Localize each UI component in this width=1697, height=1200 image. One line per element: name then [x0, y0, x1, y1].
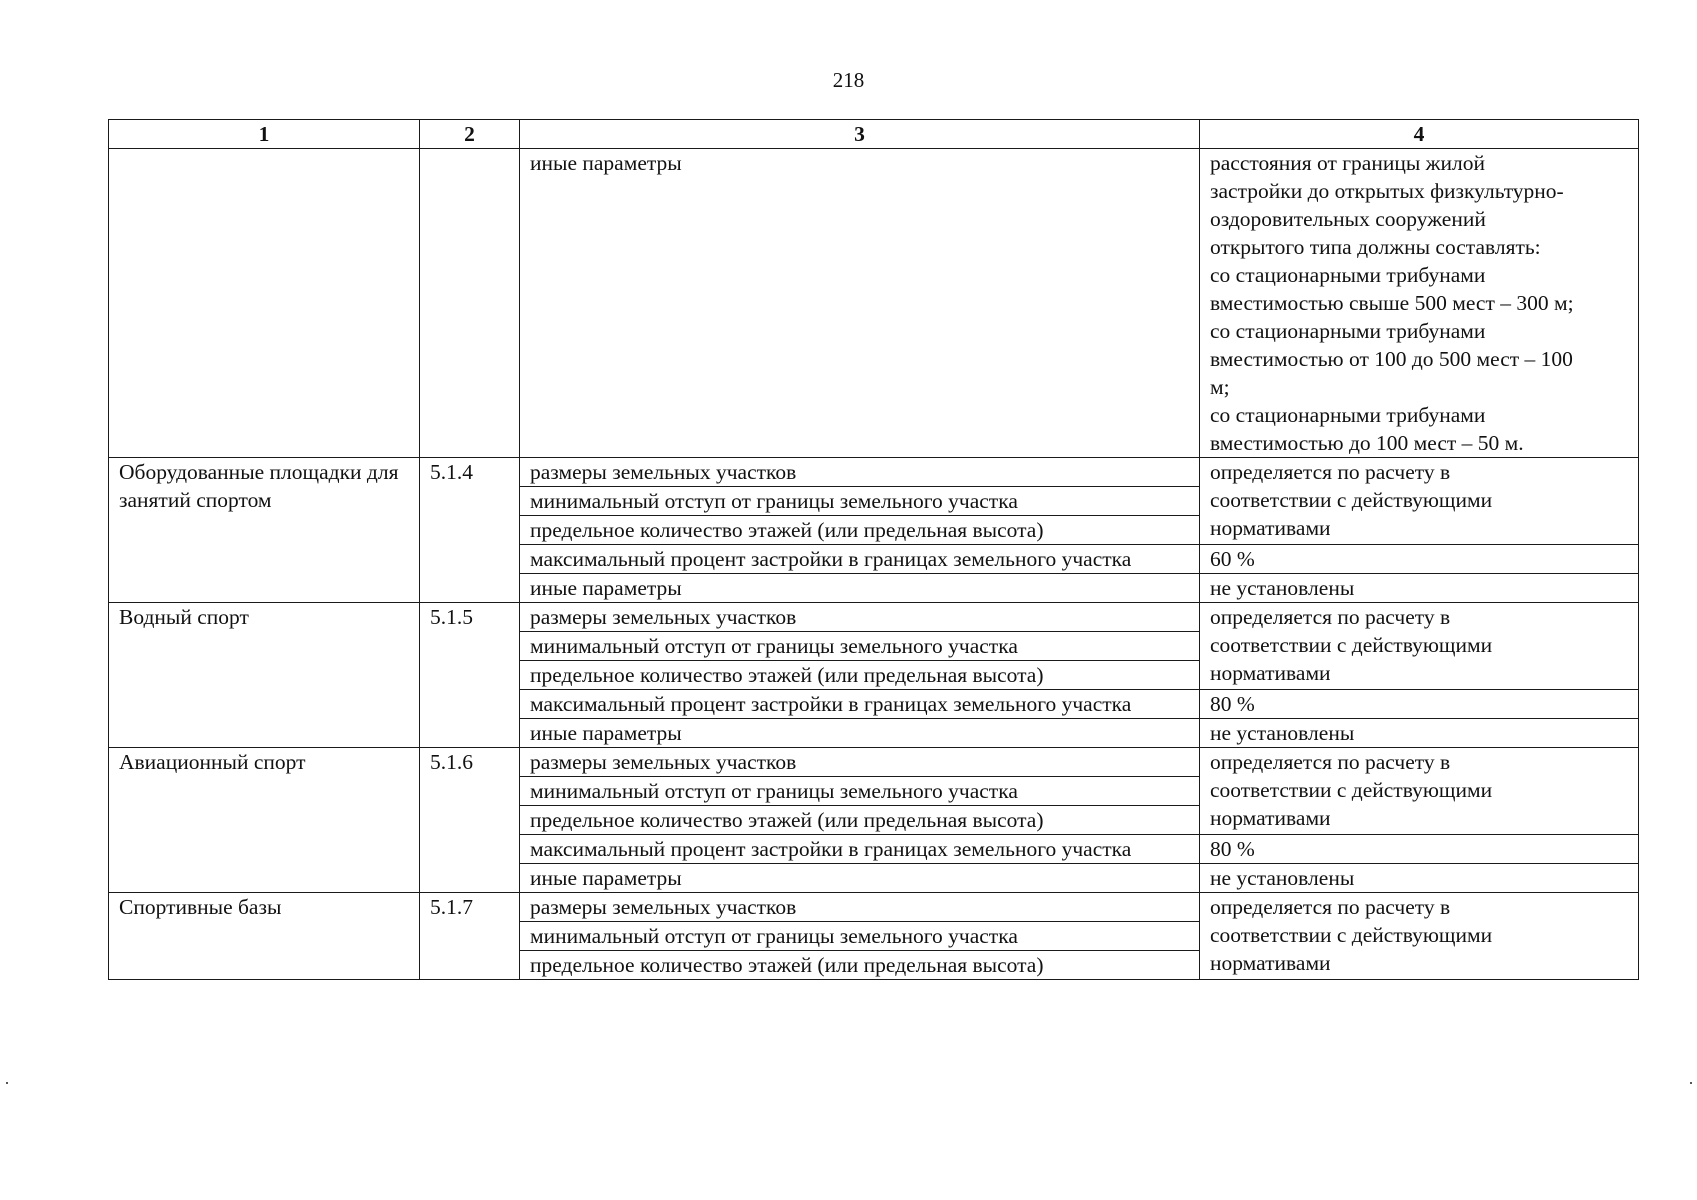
value-cell: расстояния от границы жилой застройки до открытых физкультурно- оздоровительных сооружений открытого типа должны составлять: со стационарными трибунами вместимостью свыше 500 мест – 300 м; со стационарными трибунами вместимостью от 100 до 500 мест – 100 м; со стационарными трибунами вместимостью до 100 мест – 50 м.	[1200, 149, 1639, 458]
column-header-3: 3	[520, 120, 1200, 149]
param-cell: предельное количество этажей (или предельная высота)	[520, 661, 1200, 690]
zoning-parameters-table	[108, 119, 1639, 980]
use-name-cell: Водный спорт	[109, 603, 420, 748]
use-code-cell: 5.1.4	[420, 458, 520, 603]
value-cell: 60 %	[1200, 545, 1639, 574]
scan-speck	[6, 1082, 8, 1084]
value-cell: определяется по расчету в соответствии с действующими нормативами	[1200, 748, 1639, 835]
column-header-4: 4	[1200, 120, 1639, 149]
table-row	[109, 458, 1639, 487]
param-cell: предельное количество этажей (или предельная высота)	[520, 806, 1200, 835]
param-cell: максимальный процент застройки в границах земельного участка	[520, 545, 1200, 574]
use-name-cell: Спортивные базы	[109, 893, 420, 980]
value-cell: не установлены	[1200, 864, 1639, 893]
use-code-cell	[420, 149, 520, 458]
param-cell: максимальный процент застройки в границах земельного участка	[520, 835, 1200, 864]
param-cell: минимальный отступ от границы земельного участка	[520, 632, 1200, 661]
column-header-2: 2	[420, 120, 520, 149]
table-row	[109, 893, 1639, 922]
param-cell: иные параметры	[520, 719, 1200, 748]
use-code-cell: 5.1.7	[420, 893, 520, 980]
use-name-cell: Авиационный спорт	[109, 748, 420, 893]
use-name-cell	[109, 149, 420, 458]
use-code-cell: 5.1.5	[420, 603, 520, 748]
param-cell: максимальный процент застройки в границах земельного участка	[520, 690, 1200, 719]
table-row	[109, 149, 1639, 458]
table-row	[109, 603, 1639, 632]
param-cell: минимальный отступ от границы земельного участка	[520, 487, 1200, 516]
param-cell: минимальный отступ от границы земельного участка	[520, 922, 1200, 951]
header-row	[109, 120, 1639, 149]
param-cell: иные параметры	[520, 864, 1200, 893]
page-number: 218	[832, 68, 865, 92]
use-code-cell: 5.1.6	[420, 748, 520, 893]
param-cell: предельное количество этажей (или предельная высота)	[520, 516, 1200, 545]
table-row	[109, 748, 1639, 777]
param-cell: предельное количество этажей (или предельная высота)	[520, 951, 1200, 980]
value-cell: 80 %	[1200, 690, 1639, 719]
value-cell: определяется по расчету в соответствии с действующими нормативами	[1200, 603, 1639, 690]
param-cell: размеры земельных участков	[520, 603, 1200, 632]
value-cell: определяется по расчету в соответствии с действующими нормативами	[1200, 458, 1639, 545]
use-name-cell: Оборудованные площадки для занятий спортом	[109, 458, 420, 603]
param-cell: минимальный отступ от границы земельного участка	[520, 777, 1200, 806]
value-cell: не установлены	[1200, 719, 1639, 748]
scan-speck	[1690, 1082, 1692, 1084]
param-cell: размеры земельных участков	[520, 458, 1200, 487]
column-header-1: 1	[109, 120, 420, 149]
param-cell: размеры земельных участков	[520, 893, 1200, 922]
param-cell: иные параметры	[520, 149, 1200, 458]
value-cell: 80 %	[1200, 835, 1639, 864]
value-cell: не установлены	[1200, 574, 1639, 603]
param-cell: размеры земельных участков	[520, 748, 1200, 777]
value-cell: определяется по расчету в соответствии с действующими нормативами	[1200, 893, 1639, 980]
param-cell: иные параметры	[520, 574, 1200, 603]
